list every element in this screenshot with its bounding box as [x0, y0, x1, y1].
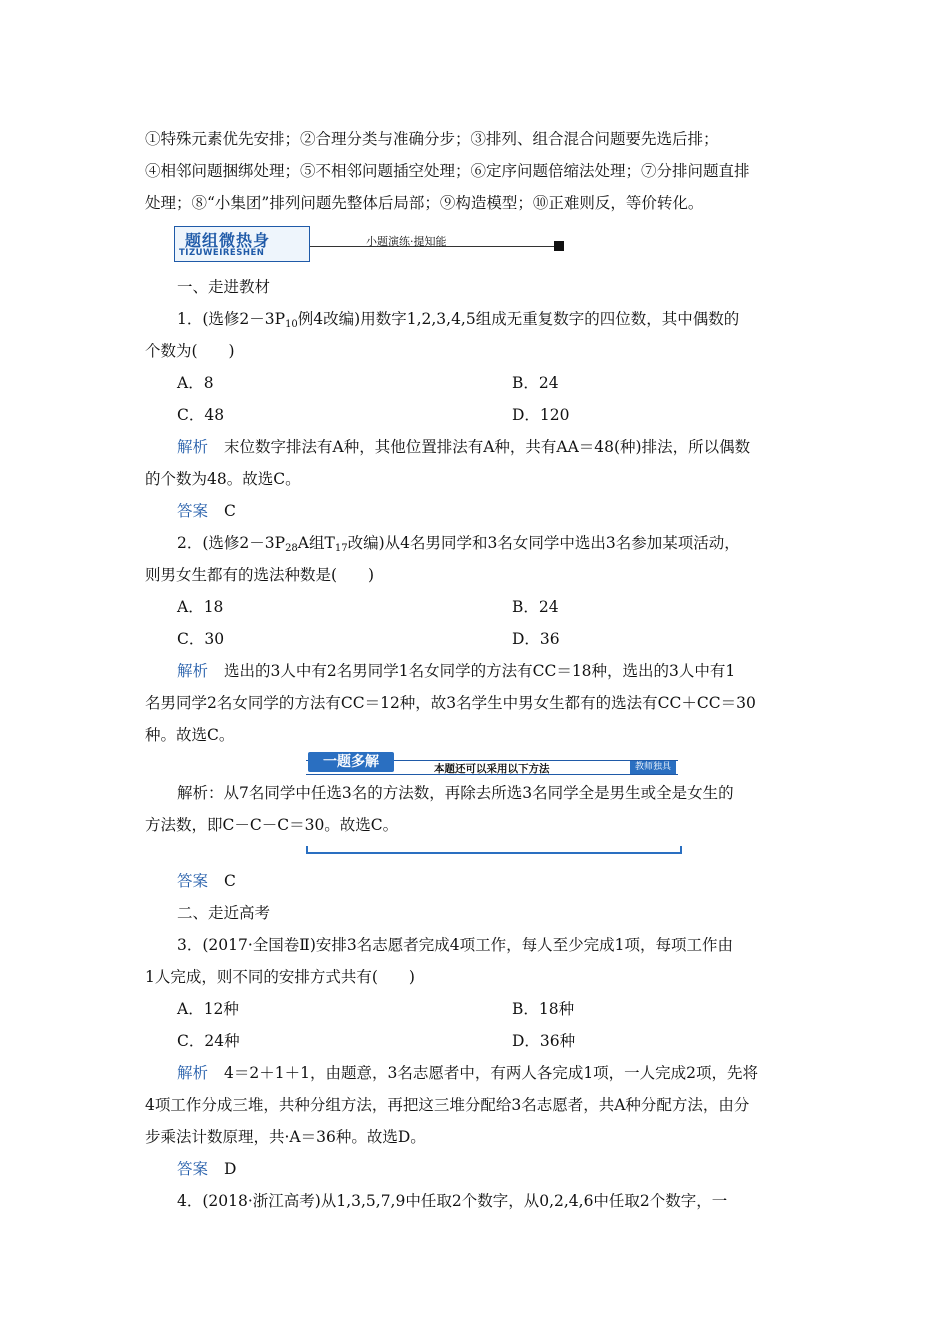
q1-options-row1	[177, 372, 842, 394]
q3-solution-text: 4＝2＋1＋1，由题意，3名志愿者中，有两人各完成1项，一人完成2项，先将	[224, 1064, 759, 1082]
q1-solution-tag: 解析	[177, 438, 209, 456]
q2-solution-tag: 解析	[177, 662, 209, 680]
q2-solution-line2: 名男同学2名女同学的方法有CC＝12种，故3名学生中男女生都有的选法有CC＋CC＝30	[145, 694, 756, 712]
section-heading-1: 一、走进教材	[177, 278, 271, 296]
q3-solution-tag: 解析	[177, 1064, 209, 1082]
q2-option-c: C．30	[177, 630, 225, 648]
q2-option-a: A．18	[177, 598, 224, 616]
q2-stem-sub2: 17	[334, 543, 348, 554]
q1-solution	[177, 436, 842, 458]
q3-stem: 3．(2017·全国卷Ⅱ)安排3名志愿者完成4项工作，每人至少完成1项，每项工作由	[177, 936, 733, 954]
q1-option-c: C．48	[177, 406, 225, 424]
banner-title-box	[174, 226, 310, 262]
q2-stem-suffix: 改编)从4名男同学和3名女同学中选出3名参加某项活动，	[347, 534, 740, 552]
q3-solution	[177, 1062, 842, 1084]
q2-options-row2	[177, 628, 842, 650]
alt-solution-banner	[306, 752, 678, 776]
alt-banner-left: 一题多解	[308, 752, 394, 772]
q1-stem	[177, 308, 842, 336]
banner-title: 题组微热身	[185, 231, 271, 250]
q3-stem-line2: 1人完成，则不同的安排方式共有( )	[145, 968, 415, 986]
q2-stem-mid: A组T	[297, 534, 335, 552]
q3-option-c: C．24种	[177, 1032, 240, 1050]
q3-option-a: A．12种	[177, 1000, 239, 1018]
q1-option-a: A．8	[177, 374, 214, 392]
q3-solution-line3: 步乘法计数原理，共·A＝36种。故选D。	[145, 1128, 426, 1146]
q1-stem-suffix: 例4改编)用数字1,2,3,4,5组成无重复数字的四位数，其中偶数的	[297, 310, 740, 328]
q4-stem: 4．(2018·浙江高考)从1,3,5,7,9中任取2个数字，从0,2,4,6中任取2个数字，一	[177, 1192, 728, 1210]
q1-stem-line2: 个数为( )	[145, 342, 235, 360]
q2-stem	[177, 532, 842, 560]
q1-option-d: D．120	[512, 406, 570, 424]
intro-line-3: 处理；⑧“小集团”排列问题先整体后局部；⑨构造模型；⑩正难则反，等价转化。	[145, 194, 704, 212]
q1-answer	[177, 500, 842, 522]
q3-option-d: D．36种	[512, 1032, 576, 1050]
q1-option-b: B．24	[512, 374, 559, 392]
q2-option-d: D．36	[512, 630, 560, 648]
q2-stem-sub1: 28	[285, 543, 298, 554]
q3-answer-tag: 答案	[177, 1160, 209, 1178]
alt-solution-line1: 解析：从7名同学中任选3名的方法数，再除去所选3名同学全是男生或全是女生的	[177, 784, 734, 802]
q3-options-row1	[177, 998, 842, 1020]
banner-end-square	[554, 241, 564, 251]
q1-answer-value: C	[224, 502, 236, 520]
q2-option-b: B．24	[512, 598, 559, 616]
q1-options-row2	[177, 404, 842, 426]
q3-answer	[177, 1158, 842, 1180]
intro-line-2: ④相邻问题捆绑处理；⑤不相邻问题插空处理；⑥定序问题倍缩法处理；⑦分排问题直排	[145, 162, 750, 180]
q2-options-row1	[177, 596, 842, 618]
alt-banner-right: 教师独具	[630, 761, 676, 774]
banner-right-text: 小题演练·提知能	[366, 235, 447, 248]
banner-subtitle-en: TIZUWEIRESHEN	[179, 248, 265, 258]
q2-answer	[177, 870, 842, 892]
q3-option-b: B．18种	[512, 1000, 575, 1018]
q1-stem-sub: 10	[285, 319, 298, 330]
q2-solution	[177, 660, 842, 682]
q2-solution-text: 选出的3人中有2名男同学1名女同学的方法有CC＝18种，选出的3人中有1	[224, 662, 736, 680]
q1-stem-prefix: 1．(选修2－3P	[177, 310, 286, 328]
alt-solution-close-line	[306, 846, 682, 854]
intro-line-1: ①特殊元素优先安排；②合理分类与准确分步；③排列、组合混合问题要先选后排；	[145, 130, 719, 148]
section-banner-warmup	[174, 226, 564, 266]
q3-answer-value: D	[224, 1160, 237, 1178]
q3-options-row2	[177, 1030, 842, 1052]
q3-solution-line2: 4项工作分成三堆，共种分组方法，再把这三堆分配给3名志愿者，共A种分配方法，由分	[145, 1096, 750, 1114]
alt-solution-line2: 方法数，即C－C－C＝30。故选C。	[145, 816, 399, 834]
q2-stem-prefix: 2．(选修2－3P	[177, 534, 286, 552]
section-heading-2: 二、走近高考	[177, 904, 271, 922]
q1-solution-line2: 的个数为48。故选C。	[145, 470, 301, 488]
alt-banner-mid: 本题还可以采用以下方法	[434, 763, 550, 775]
q2-answer-value: C	[224, 872, 236, 890]
q2-answer-tag: 答案	[177, 872, 209, 890]
q2-solution-line3: 种。故选C。	[145, 726, 235, 744]
q1-solution-text: 末位数字排法有A种，其他位置排法有A种，共有AA＝48(种)排法，所以偶数	[224, 438, 751, 456]
q1-answer-tag: 答案	[177, 502, 209, 520]
q2-stem-line2: 则男女生都有的选法种数是( )	[145, 566, 375, 584]
